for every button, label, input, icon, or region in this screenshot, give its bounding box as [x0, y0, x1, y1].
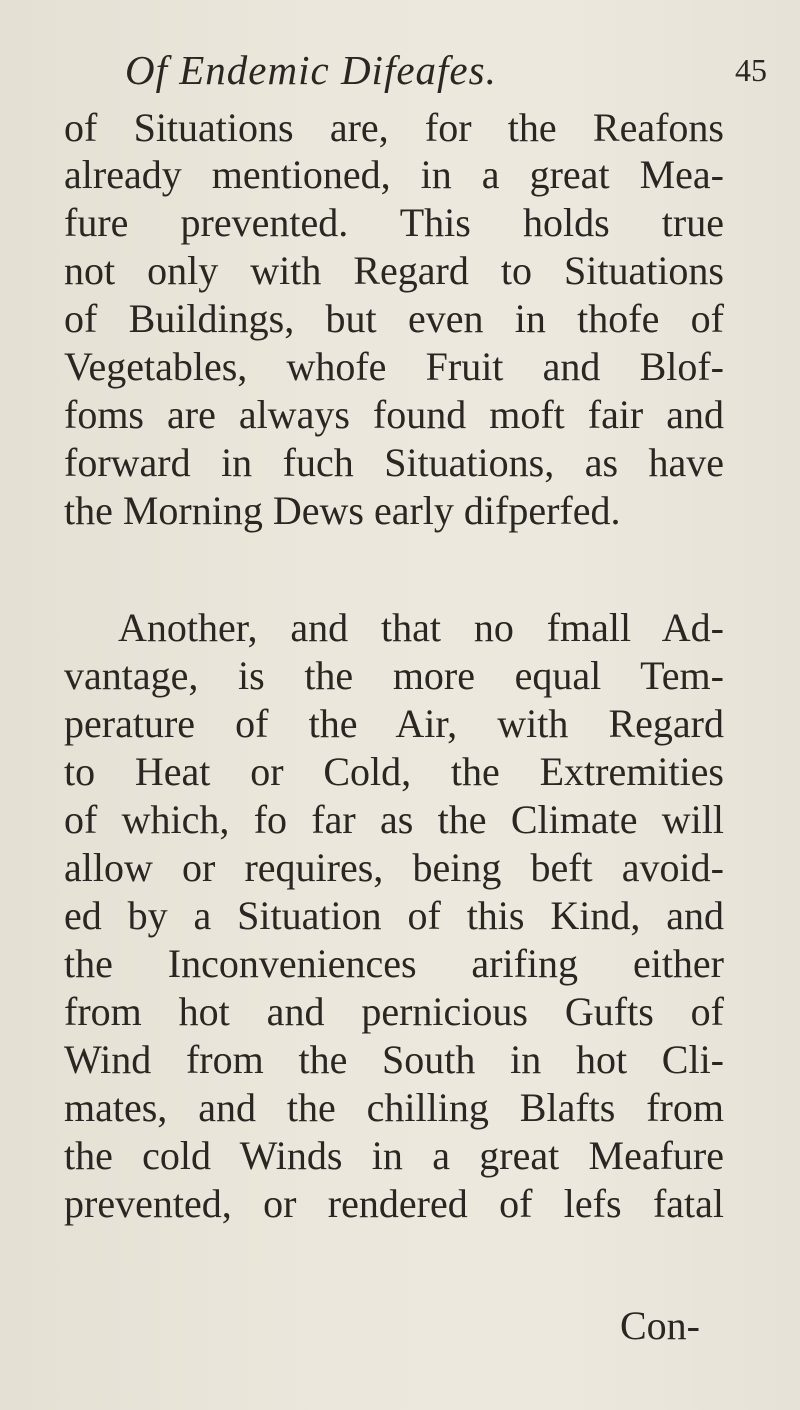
- text-line: Wind from the South in hot Cli-: [64, 1037, 724, 1082]
- text-line: ed by a Situation of this Kind, and: [64, 893, 724, 938]
- text-line: to Heat or Cold, the Extremities: [64, 749, 724, 794]
- text-line: forward in fuch Situations, as have: [64, 440, 724, 485]
- text-line: of Buildings, but even in thofe of: [64, 296, 724, 341]
- text-line: already mentioned, in a great Mea-: [64, 152, 724, 197]
- text-line: the cold Winds in a great Meafure: [64, 1133, 724, 1178]
- text-line: fure prevented. This holds true: [64, 200, 724, 245]
- text-line: perature of the Air, with Regard: [64, 701, 724, 746]
- page-number: 45: [735, 52, 767, 88]
- text-line: mates, and the chilling Blafts from: [64, 1085, 724, 1130]
- running-title: Of Endemic Difeafes.: [125, 47, 497, 93]
- text-line: prevented, or rendered of lefs fatal: [64, 1181, 724, 1226]
- text-line: the Inconveniences arifing either: [64, 941, 724, 986]
- text-line: not only with Regard to Situations: [64, 248, 724, 293]
- text-line: the Morning Dews early difperfed.: [64, 488, 621, 533]
- text-line: Vegetables, whofe Fruit and Blof-: [64, 344, 724, 389]
- text-line: foms are always found moft fair and: [64, 392, 724, 437]
- text-line: allow or requires, being beft avoid-: [64, 845, 724, 890]
- text-line: of which, fo far as the Climate will: [64, 797, 724, 842]
- catchword: Con-: [620, 1303, 700, 1348]
- text-line: of Situations are, for the Reafons: [64, 105, 724, 150]
- text-line: Another, and that no fmall Ad-: [118, 605, 724, 650]
- text-line: from hot and pernicious Gufts of: [64, 989, 724, 1034]
- text-line: vantage, is the more equal Tem-: [64, 653, 724, 698]
